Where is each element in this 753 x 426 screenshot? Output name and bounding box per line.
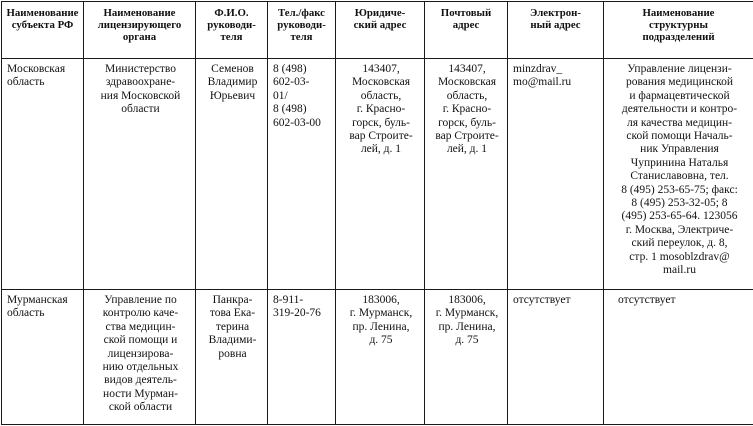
header-region: Наименование субъекта РФ — [2, 2, 84, 59]
cell-region: Мурманская область — [2, 290, 84, 425]
header-phone-fax: Тел./факс руководи- теля — [268, 2, 336, 59]
cell-phone-fax: 8 (498) 602-03- 01/ 8 (498) 602-03-00 — [268, 59, 336, 290]
cell-structural-units: Управление лицензи- рования медицинской и фармацевтической деятельности и контро- ля качества медицин- ской помощи Началь- ник Управления Чупринина Наталья Станиславовна, тел. 8 (495) 253-65-75; факс: 8 (495) 253-32-05; 8 (495) 253-65-64. 123056 г. Москва, Электриче- ский переулок, д. 8, стр. 1 mosoblzdrav@ mail.ru — [604, 59, 753, 290]
cell-region: Московская область — [2, 59, 84, 290]
cell-email: отсутствует — [508, 290, 604, 425]
cell-postal-address: 143407, Московская область, г. Красно- горск, буль- вар Строите- лей, д. 1 — [425, 59, 508, 290]
cell-authority: Управление по контролю каче- ства медицин- ской помощи и лицензирова- нию отдельных видов деятель- ности Мурман- ской области — [84, 290, 196, 425]
header-authority: Наименование лицензирующего органа — [84, 2, 196, 59]
cell-authority: Министерство здравоохране- ния Московской области — [84, 59, 196, 290]
header-email: Электрон- ный адрес — [508, 2, 604, 59]
cell-structural-units: отсутствует — [604, 290, 753, 425]
table-row — [2, 59, 753, 290]
cell-head-name: Панкра- това Ека- терина Владими- ровна — [196, 290, 268, 425]
cell-head-name: Семенов Владимир Юрьевич — [196, 59, 268, 290]
table-row — [2, 290, 753, 425]
cell-phone-fax: 8-911- 319-20-76 — [268, 290, 336, 425]
cell-postal-address: 183006, г. Мурманск, пр. Ленина, д. 75 — [425, 290, 508, 425]
header-structural-units: Наименование структурны подразделений — [604, 2, 753, 59]
header-postal-address: Почтовый адрес — [425, 2, 508, 59]
licensing-authorities-table — [1, 1, 753, 425]
cell-legal-address: 143407, Московская область, г. Красно- горск, буль- вар Строите- лей, д. 1 — [336, 59, 425, 290]
header-legal-address: Юридиче- ский адрес — [336, 2, 425, 59]
cell-legal-address: 183006, г. Мурманск, пр. Ленина, д. 75 — [336, 290, 425, 425]
header-row — [2, 2, 753, 59]
header-head-name: Ф.И.О. руководи- теля — [196, 2, 268, 59]
cell-email: minzdrav_ mo@mail.ru — [508, 59, 604, 290]
